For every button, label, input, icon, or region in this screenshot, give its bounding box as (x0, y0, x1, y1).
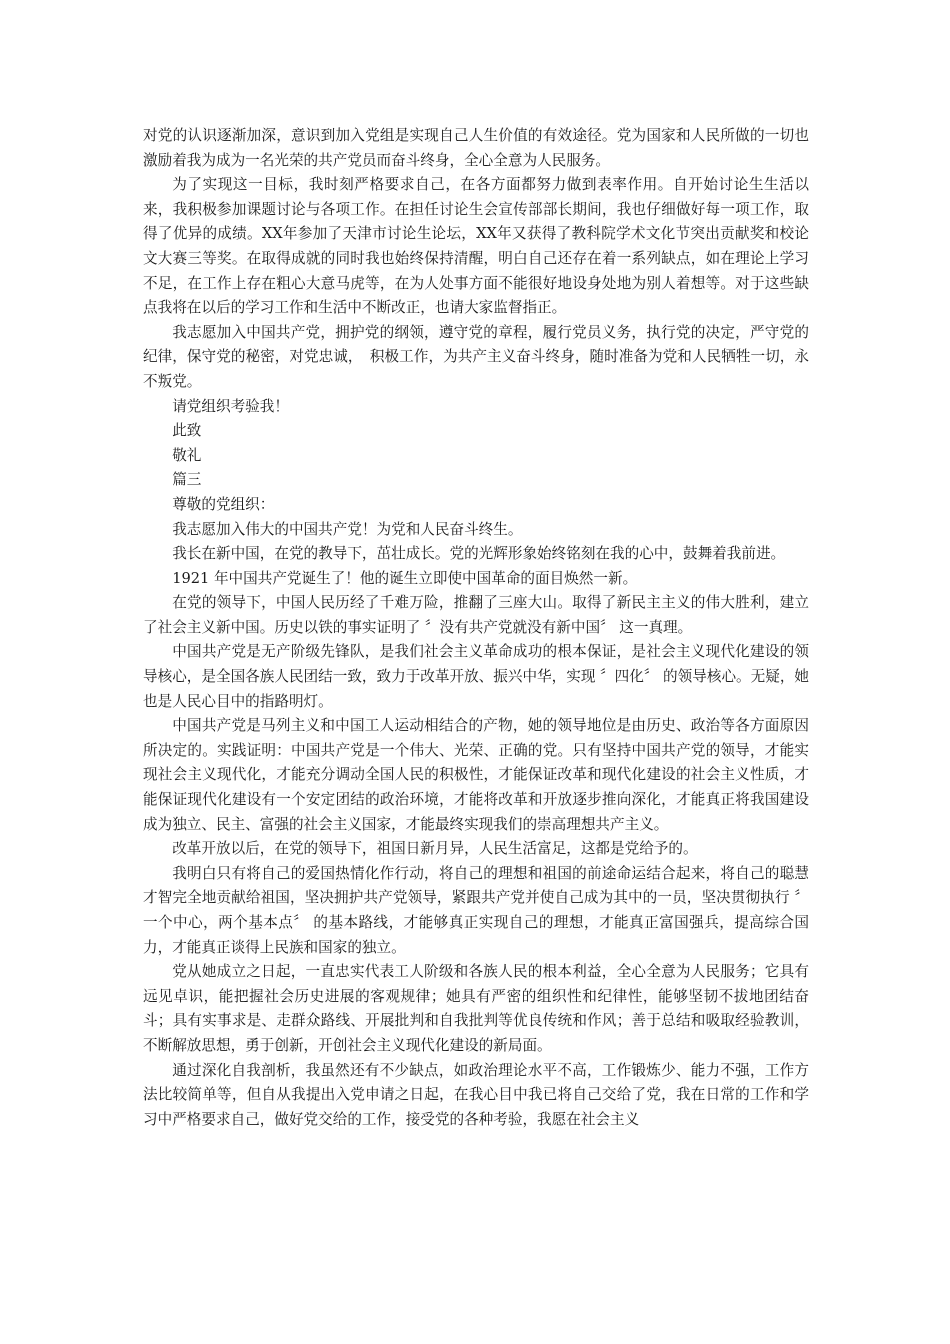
paragraph-founding: 1921 年中国共产党诞生了！他的诞生立即使中国革命的面目焕然一新。 (172, 569, 638, 587)
paragraph-self-analysis: 通过深化自我剖析，我虽然还有不少缺点，如政治理论水平不高，工作锻炼少、能力不强，工作方法比较简单等，但自从我提出入党申请之日起，在我心目中我已将自己交给了党，我在日常的工作和学习中严格要求自己，做好党交给的工作，接受党的各种考验，我愿在社会主义 (143, 1061, 809, 1128)
paragraph-vanguard: 中国共产党是无产阶级先锋队，是我们社会主义革命成功的根本保证，是社会主义现代化建设的领导核心，是全国各族人民团结一致，致力于改革开放、振兴中华，实现 〞四化〞 的领导核心。无疑，她也是人民心目中的指路明灯。 (143, 643, 810, 710)
paragraph-aspiration: 我志愿加入伟大的中国共产党！为党和人民奋斗终生。 (172, 520, 523, 538)
paragraph-reform: 改革开放以后，在党的领导下，祖国日新月异，人民生活富足，这都是党给予的。 (172, 840, 698, 858)
paragraph-party-qualities: 党从她成立之日起，一直忠实代表工人阶级和各族人民的根本利益，全心全意为人民服务；它具有远见卓识，能把握社会历史进展的客观规律；她具有严密的组织性和纪律性，能够坚韧不拔地团结奋斗；具有实事求是、走群众路线、开展批判和自我批判等优良传统和作风；善于总结和吸取经验教训，不断解放思想，勇于创新，开创社会主义现代化建设的新局面。 (143, 963, 809, 1054)
paragraph-pledge: 我志愿加入中国共产党，拥护党的纲领，遵守党的章程，履行党员义务，执行党的决定，严守党的纪律，保守党的秘密，对党忠诚， 积极工作，为共产主义奋斗终身，随时准备为党和人民牺牲一切，永不叛党。 (143, 323, 809, 390)
paragraph-growth: 我长在新中国，在党的教导下，茁壮成长。党的光辉形象始终铭刻在我的心中，鼓舞着我前进。 (172, 545, 786, 563)
section-heading: 篇三 (172, 471, 202, 489)
closing-salutation: 此致 (172, 422, 202, 440)
paragraph-continuation: 对党的认识逐渐加深，意识到加入党组是实现自己人生价值的有效途径。党为国家和人民所做的一切也激励着我为成为一名光荣的共产党员而奋斗终身，全心全意为人民服务。 (143, 127, 809, 169)
closing-regards: 敬礼 (172, 446, 202, 464)
paragraph-leadership: 中国共产党是马列主义和中国工人运动相结合的产物，她的领导地位是由历史、政治等各方面原因所决定的。实践证明：中国共产党是一个伟大、光荣、正确的党。只有坚持中国共产党的领导，才能实现社会主义现代化，才能充分调动全国人民的积极性，才能保证改革和现代化建设的社会主义性质，才能保证现代化建设有一个安定团结的政治环境，才能将改革和开放逐步推向深化，才能真正将我国建设成为独立、民主、富强的社会主义国家，才能最终实现我们的崇高理想共产主义。 (143, 717, 809, 833)
paragraph-history: 在党的领导下，中国人民历经了千难万险，推翻了三座大山。取得了新民主主义的伟大胜利，建立了社会主义新中国。历史以铁的事实证明了 〞没有共产党就没有新中国〞 这一真理。 (143, 594, 809, 636)
paragraph-self-improvement: 为了实现这一目标，我时刻严格要求自己，在各方面都努力做到表率作用。自开始讨论生生活以来，我积极参加课题讨论与各项工作。在担任讨论生会宣传部部长期间，我也仔细做好每一项工作，取得了优异的成绩。XX年参加了天津市讨论生论坛，XX年又获得了教科院学术文化节突出贡献奖和校论文大赛三等奖。在取得成就的同时我也始终保持清醒，明白自己还存在着一系列缺点，如在理论上学习不足，在工作上存在粗心大意马虎等，在为人处事方面不能很好地设身处地为别人着想等。对于这些缺点我将在以后的学习工作和生活中不断改正，也请大家监督指正。 (143, 176, 809, 317)
letter-greeting: 尊敬的党组织： (172, 495, 275, 513)
paragraph-patriotism: 我明白只有将自己的爱国热情化作行动，将自己的理想和祖国的前途命运结合起来，将自己的聪慧才智完全地贡献给祖国，坚决拥护共产党领导，紧跟共产党并使自己成为其中的一员，坚决贯彻执行 〞一个中心，两个基本点〞 的基本路线，才能够真正实现自己的理想，才能真正富国强兵，提高综合国力，才能真正谈得上民族和国家的独立。 (143, 864, 809, 956)
document-body (143, 124, 809, 1132)
paragraph-request: 请党组织考验我！ (172, 397, 289, 415)
